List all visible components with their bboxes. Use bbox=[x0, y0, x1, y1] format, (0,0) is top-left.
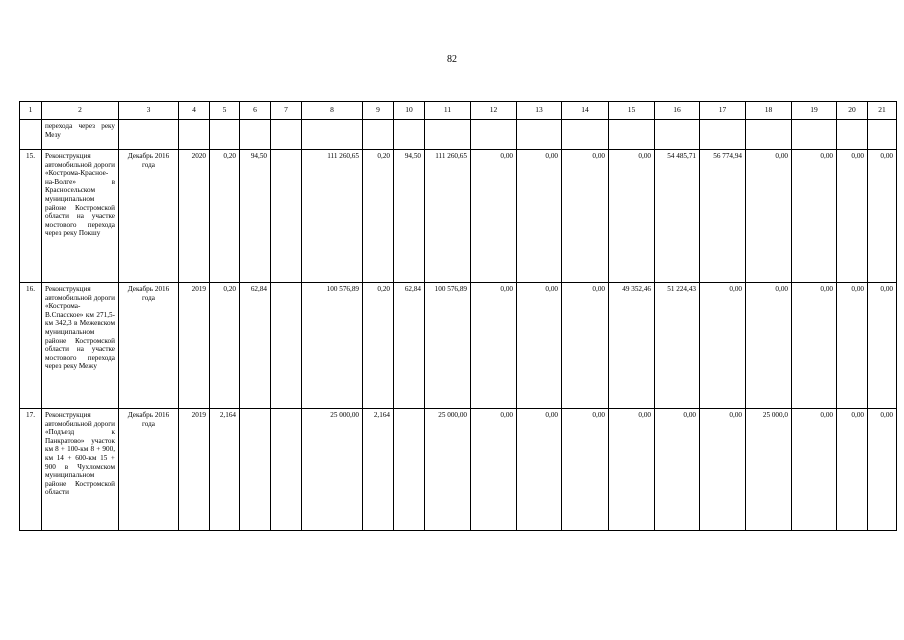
table-cell: 0,00 bbox=[517, 409, 562, 531]
table-cell bbox=[700, 120, 746, 150]
table-cell: 0,00 bbox=[837, 409, 868, 531]
table-row bbox=[20, 283, 897, 409]
table-cell: 111 260,65 bbox=[302, 150, 363, 283]
table-cell bbox=[792, 120, 837, 150]
table-cell: 94,50 bbox=[240, 150, 271, 283]
table-cell bbox=[837, 120, 868, 150]
table-row bbox=[20, 409, 897, 531]
table-cell bbox=[119, 120, 179, 150]
object-description: перехода через реку Мезу bbox=[42, 120, 119, 150]
table-cell: 111 260,65 bbox=[425, 150, 471, 283]
table-cell bbox=[394, 409, 425, 531]
table-cell: 0,00 bbox=[609, 409, 655, 531]
table-cell bbox=[271, 409, 302, 531]
table-cell: 62,84 bbox=[394, 283, 425, 409]
table-cell: 2019 bbox=[179, 409, 210, 531]
table-cell: Декабрь 2016 года bbox=[119, 150, 179, 283]
table-cell: 94,50 bbox=[394, 150, 425, 283]
table-cell: 25 000,00 bbox=[302, 409, 363, 531]
table-cell: 56 774,94 bbox=[700, 150, 746, 283]
row-number: 15. bbox=[20, 150, 42, 283]
data-table bbox=[19, 101, 897, 531]
table-cell bbox=[302, 120, 363, 150]
object-description: Реконструкция автомобильной дороги «Кострома-В.Спасское» км 271,5-км 342,3 в Межевском муниципальном районе Костромской области на участке мостового перехода через реку Межу bbox=[42, 283, 119, 409]
table-cell bbox=[746, 120, 792, 150]
table-cell: 0,00 bbox=[868, 283, 897, 409]
table-row bbox=[20, 150, 897, 283]
table-cell: 0,00 bbox=[471, 409, 517, 531]
column-header: 17 bbox=[700, 102, 746, 120]
column-header: 8 bbox=[302, 102, 363, 120]
column-header: 21 bbox=[868, 102, 897, 120]
column-header: 1 bbox=[20, 102, 42, 120]
column-header: 16 bbox=[655, 102, 700, 120]
column-header: 3 bbox=[119, 102, 179, 120]
table-cell: 0,00 bbox=[517, 150, 562, 283]
table-cell: 51 224,43 bbox=[655, 283, 700, 409]
table-cell: 2020 bbox=[179, 150, 210, 283]
table-cell bbox=[562, 120, 609, 150]
column-header: 18 bbox=[746, 102, 792, 120]
page-number: 82 bbox=[447, 54, 457, 65]
table-cell: 0,00 bbox=[868, 150, 897, 283]
table-cell bbox=[394, 120, 425, 150]
table-cell bbox=[271, 120, 302, 150]
table-cell bbox=[609, 120, 655, 150]
table-cell: 25 000,0 bbox=[746, 409, 792, 531]
table-cell: 0,00 bbox=[746, 283, 792, 409]
table-cell: 0,20 bbox=[210, 150, 240, 283]
row-number: 16. bbox=[20, 283, 42, 409]
table-cell: 0,00 bbox=[792, 150, 837, 283]
table-cell bbox=[240, 120, 271, 150]
column-header: 15 bbox=[609, 102, 655, 120]
column-header: 4 bbox=[179, 102, 210, 120]
table-cell: 0,20 bbox=[210, 283, 240, 409]
table-cell: 0,00 bbox=[609, 150, 655, 283]
row-number bbox=[20, 120, 42, 150]
table-cell bbox=[271, 150, 302, 283]
table-cell bbox=[655, 120, 700, 150]
table-cell: 0,00 bbox=[655, 409, 700, 531]
table-cell: 0,00 bbox=[471, 150, 517, 283]
table-cell: 0,00 bbox=[517, 283, 562, 409]
table-cell: 0,00 bbox=[792, 409, 837, 531]
table-cell: 0,00 bbox=[792, 283, 837, 409]
column-header: 7 bbox=[271, 102, 302, 120]
column-header: 9 bbox=[363, 102, 394, 120]
column-header: 11 bbox=[425, 102, 471, 120]
table-cell bbox=[868, 120, 897, 150]
table-cell: 0,20 bbox=[363, 150, 394, 283]
table-cell: 0,00 bbox=[471, 283, 517, 409]
object-description: Реконструкция автомобильной дороги «Подъезд к Панкратово» участок км 8 + 100-км 8 + 900, км 14 + 600-км 15 + 900 в Чухломском муниципальном районе Костромской области bbox=[42, 409, 119, 531]
column-header: 6 bbox=[240, 102, 271, 120]
table-cell: 54 485,71 bbox=[655, 150, 700, 283]
object-description: Реконструкция автомобильной дороги «Кострома-Красное-на-Волге» в Красносельском муниципальном районе Костромской области на участке мостового перехода через реку Покшу bbox=[42, 150, 119, 283]
table-cell bbox=[471, 120, 517, 150]
table-row bbox=[20, 120, 897, 150]
table-cell bbox=[271, 283, 302, 409]
table-cell: 2,164 bbox=[363, 409, 394, 531]
table-cell: 0,00 bbox=[746, 150, 792, 283]
table-cell: 0,00 bbox=[837, 283, 868, 409]
table-cell: 0,00 bbox=[700, 283, 746, 409]
column-header: 5 bbox=[210, 102, 240, 120]
table-cell: 2019 bbox=[179, 283, 210, 409]
table-cell: 0,00 bbox=[868, 409, 897, 531]
header-row bbox=[20, 102, 897, 120]
table-cell bbox=[210, 120, 240, 150]
column-header: 2 bbox=[42, 102, 119, 120]
column-header: 13 bbox=[517, 102, 562, 120]
column-header: 12 bbox=[471, 102, 517, 120]
column-header: 20 bbox=[837, 102, 868, 120]
column-header: 10 bbox=[394, 102, 425, 120]
row-number: 17. bbox=[20, 409, 42, 531]
table-cell: 0,20 bbox=[363, 283, 394, 409]
table-cell: 49 352,46 bbox=[609, 283, 655, 409]
table-cell: 62,84 bbox=[240, 283, 271, 409]
table-cell: 0,00 bbox=[562, 150, 609, 283]
table-cell: 0,00 bbox=[562, 283, 609, 409]
table-cell: 25 000,00 bbox=[425, 409, 471, 531]
table-cell: 100 576,89 bbox=[302, 283, 363, 409]
table-cell: 2,164 bbox=[210, 409, 240, 531]
table-cell bbox=[240, 409, 271, 531]
column-header: 14 bbox=[562, 102, 609, 120]
table-cell: Декабрь 2016 года bbox=[119, 283, 179, 409]
table-cell bbox=[363, 120, 394, 150]
table-cell: 0,00 bbox=[700, 409, 746, 531]
column-header: 19 bbox=[792, 102, 837, 120]
table-cell bbox=[179, 120, 210, 150]
table-cell bbox=[517, 120, 562, 150]
table-cell: 0,00 bbox=[837, 150, 868, 283]
table-cell: Декабрь 2016 года bbox=[119, 409, 179, 531]
table-body bbox=[20, 102, 897, 531]
table-cell bbox=[425, 120, 471, 150]
table-cell: 100 576,89 bbox=[425, 283, 471, 409]
table-cell: 0,00 bbox=[562, 409, 609, 531]
